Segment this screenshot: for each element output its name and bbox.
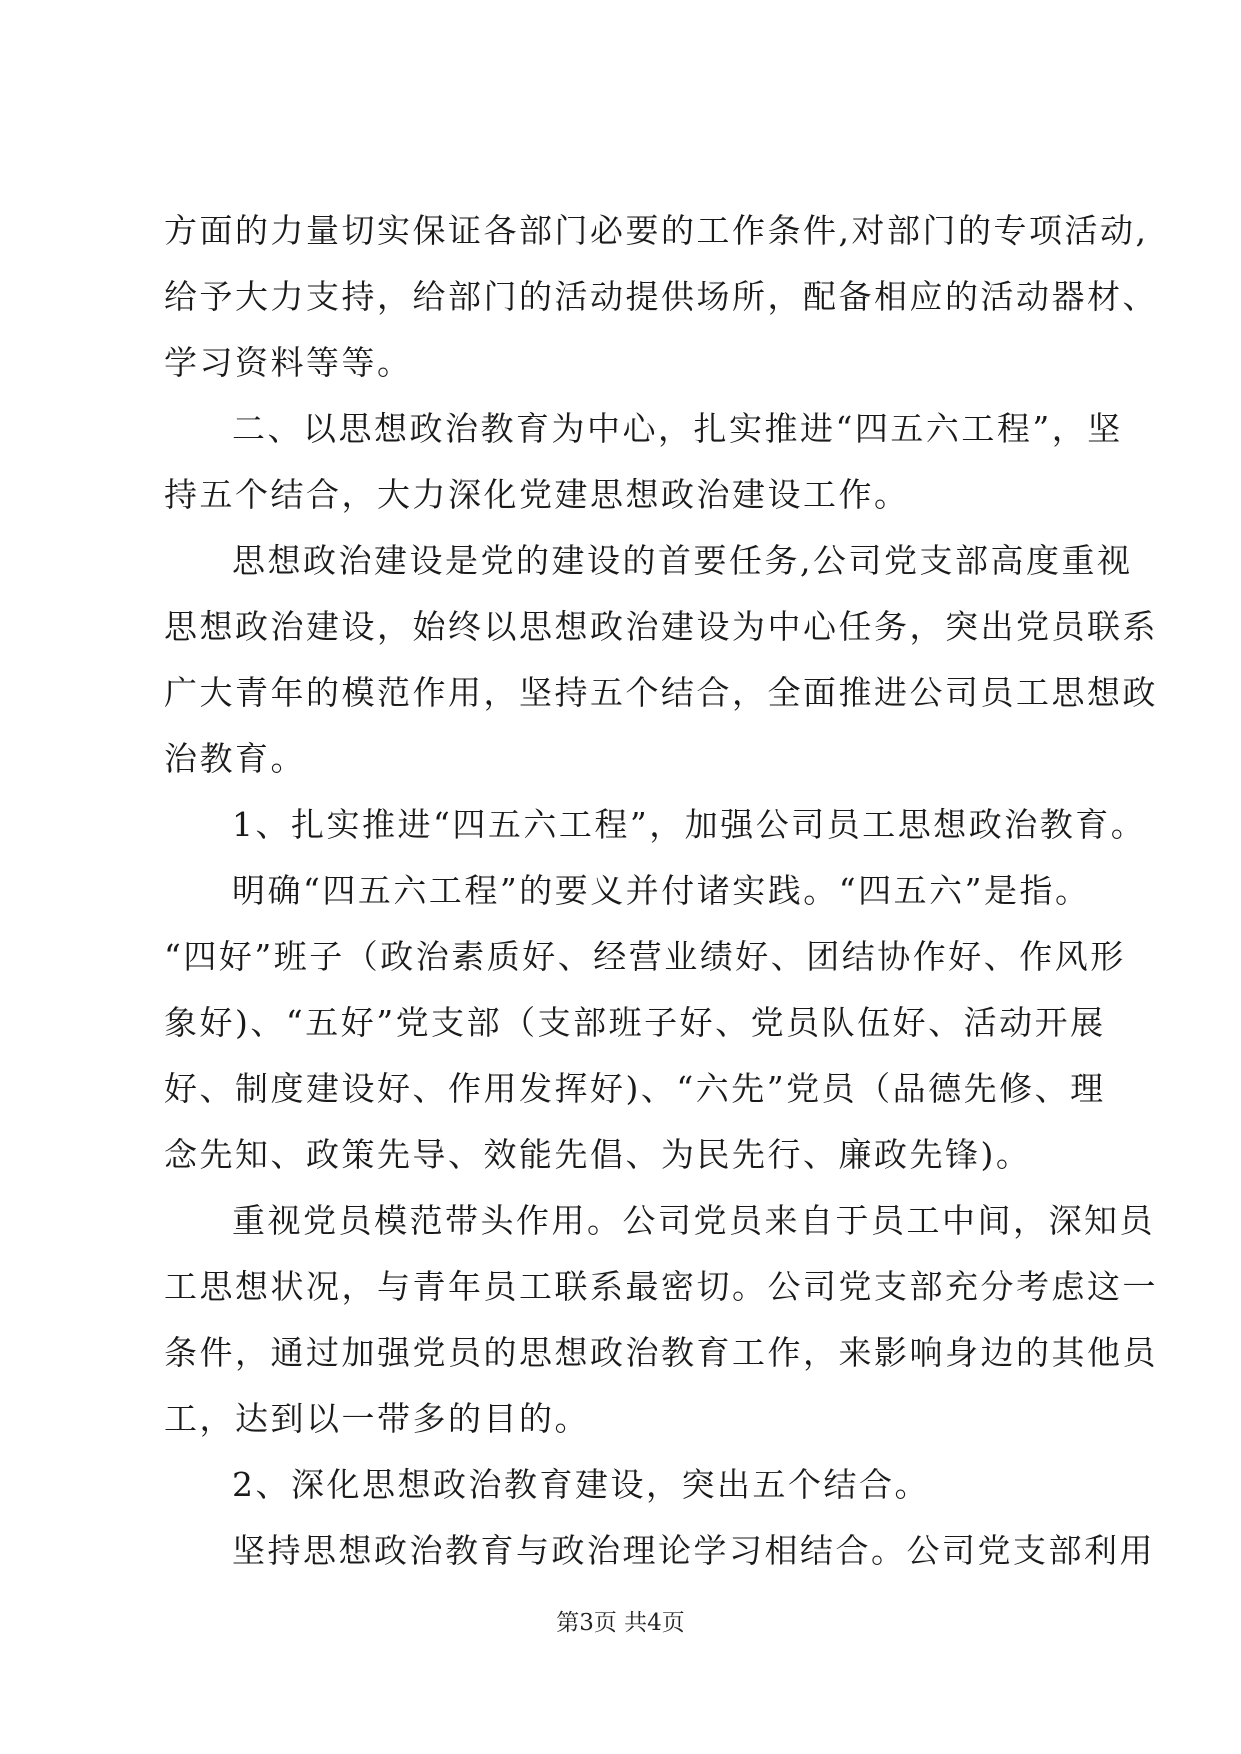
paragraph-line: 方面的力量切实保证各部门必要的工作条件,对部门的专项活动, bbox=[164, 211, 1149, 250]
paragraph-line: 学习资料等等。 bbox=[164, 343, 413, 382]
page-footer: 第3页 共4页 bbox=[556, 1610, 685, 1636]
paragraph-line: 思想政治建设，始终以思想政治建设为中心任务，突出党员联系 bbox=[164, 607, 1158, 646]
paragraph-line: 明确“四五六工程”的要义并付诸实践。“四五六”是指。 bbox=[232, 871, 1091, 910]
paragraph-line: 二、以思想政治教育为中心，扎实推进“四五六工程”，坚 bbox=[232, 409, 1123, 448]
paragraph-line: 思想政治建设是党的建设的首要任务,公司党支部高度重视 bbox=[232, 541, 1133, 580]
paragraph-line: 1、扎实推进“四五六工程”，加强公司员工思想政治教育。 bbox=[232, 805, 1147, 844]
paragraph-line: 念先知、政策先导、效能先倡、为民先行、廉政先锋)。 bbox=[164, 1135, 1032, 1174]
paragraph-line: 坚持思想政治教育与政治理论学习相结合。公司党支部利用 bbox=[232, 1531, 1155, 1570]
paragraph-line: 给予大力支持，给部门的活动提供场所，配备相应的活动器材、 bbox=[164, 277, 1158, 316]
paragraph-line: 2、深化思想政治教育建设，突出五个结合。 bbox=[232, 1465, 930, 1504]
paragraph-line: 工，达到以一带多的目的。 bbox=[164, 1399, 590, 1438]
paragraph-line: 治教育。 bbox=[164, 739, 306, 778]
paragraph-line: 工思想状况，与青年员工联系最密切。公司党支部充分考虑这一 bbox=[164, 1267, 1158, 1306]
paragraph-line: 重视党员模范带头作用。公司党员来自于员工中间，深知员 bbox=[232, 1201, 1155, 1240]
paragraph-line: 广大青年的模范作用，坚持五个结合，全面推进公司员工思想政 bbox=[164, 673, 1158, 712]
paragraph-line: 条件，通过加强党员的思想政治教育工作，来影响身边的其他员 bbox=[164, 1333, 1158, 1372]
paragraph-line: “四好”班子（政治素质好、经营业绩好、团结协作好、作风形 bbox=[164, 937, 1126, 976]
paragraph-line: 好、制度建设好、作用发挥好)、“六先”党员（品德先修、理 bbox=[164, 1069, 1106, 1108]
paragraph-line: 持五个结合，大力深化党建思想政治建设工作。 bbox=[164, 475, 910, 514]
paragraph-line: 象好)、“五好”党支部（支部班子好、党员队伍好、活动开展 bbox=[164, 1003, 1106, 1042]
